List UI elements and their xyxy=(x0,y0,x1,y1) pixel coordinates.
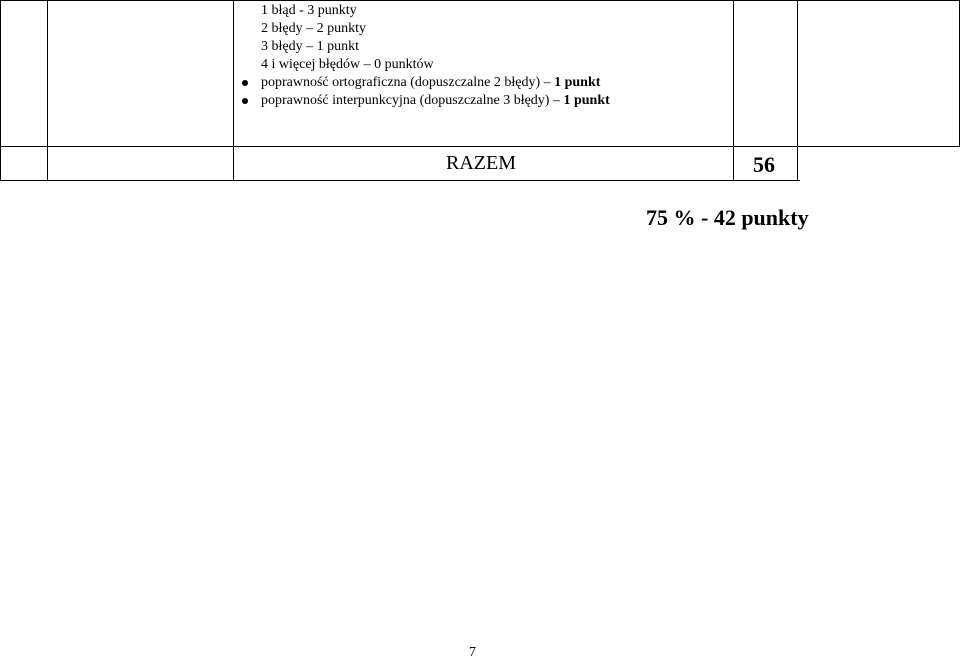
criteria-bullet-item xyxy=(240,92,735,110)
criteria-text: poprawność ortograficzna (dopuszczalne 2 błędy) – xyxy=(261,75,555,90)
criteria-text: poprawność interpunkcyjna (dopuszczalne 3 błędy) – xyxy=(261,93,564,108)
criteria-line xyxy=(240,38,735,56)
table-column-divider xyxy=(233,0,234,181)
criteria-line xyxy=(240,56,735,74)
table-row-separator xyxy=(0,146,960,147)
criteria-points: 1 punkt xyxy=(554,75,601,90)
criteria-text: 4 i więcej błędów – 0 punktów xyxy=(261,57,434,72)
table-bottom-border xyxy=(0,180,800,181)
table-column-divider xyxy=(47,0,48,181)
criteria-text: 2 błędy – 2 punkty xyxy=(261,21,366,36)
criteria-bullet-item xyxy=(240,74,735,92)
table-column-divider xyxy=(797,0,798,181)
page-number: 7 xyxy=(469,645,476,660)
criteria-line xyxy=(240,2,735,20)
total-label: RAZEM xyxy=(446,152,516,174)
scoring-criteria xyxy=(240,2,735,110)
bullet-icon xyxy=(242,98,248,104)
criteria-points: 1 punkt xyxy=(563,93,610,108)
total-points: 56 xyxy=(753,152,775,177)
criteria-text: 1 błąd - 3 punkty xyxy=(261,3,357,18)
bullet-icon xyxy=(242,80,248,86)
table-top-border xyxy=(0,0,960,1)
table-left-border xyxy=(0,0,1,181)
criteria-line xyxy=(240,20,735,38)
pass-threshold: 75 % - 42 punkty xyxy=(646,205,809,230)
criteria-text: 3 błędy – 1 punkt xyxy=(261,39,359,54)
